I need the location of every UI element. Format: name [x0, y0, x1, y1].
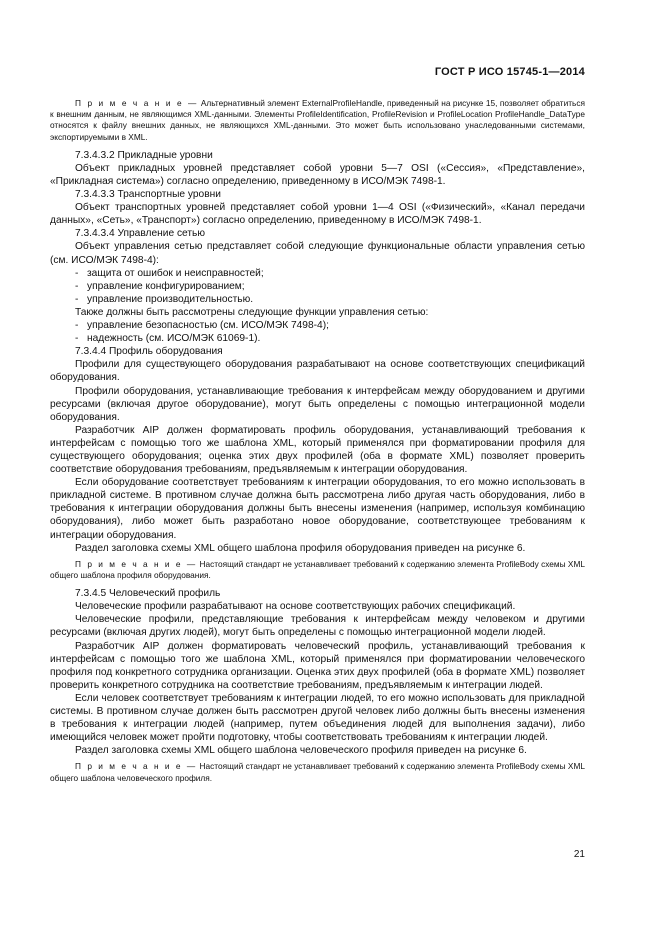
note-2	[50, 559, 585, 581]
list-item: - защита от ошибок и неисправностей;	[75, 267, 264, 279]
note-text: Настоящий стандарт не устанавливает требований к содержанию элемента ProfileBody схемы XML общего шаблона человеческого профиля.	[50, 761, 585, 783]
section-heading: 7.3.4.3.4 Управление сетью	[75, 228, 205, 240]
note-label: П р и м е ч а н и е —	[75, 558, 198, 569]
list-item: - управление безопасностью (см. ИСО/МЭК 7498-4);	[75, 320, 329, 332]
section-heading: 7.3.4.3.3 Транспортные уровни	[75, 189, 221, 201]
note-label: П р и м е ч а н и е —	[75, 98, 199, 108]
list-item: - управление производительностью.	[75, 293, 254, 305]
note-text: Настоящий стандарт не устанавливает требований к содержанию элемента ProfileBody схемы XML общего шаблона профиля оборудования.	[50, 558, 585, 580]
document-header: ГОСТ Р ИСО 15745-1—2014	[434, 66, 585, 78]
paragraph: Человеческие профили разрабатывают на основе соответствующих рабочих спецификаций.	[75, 601, 516, 613]
section-heading: 7.3.4.3.2 Прикладные уровни	[75, 149, 213, 161]
paragraph: Профили оборудования, устанавливающие требования к интерфейсам между оборудованием и другими ресурсами (включая другое оборудование), могут быть определены с помощью интеграционной модели оборудования.	[50, 385, 585, 423]
list-item: - управление конфигурированием;	[75, 280, 245, 292]
paragraph: Разработчик AIP должен форматировать профиль оборудования, устанавливающий требования к интерфейсам с помощью того же шаблона XML, который применялся при форматировании профиля для существующего оборудования; оценка этих двух профилей (оба в формате XML) позволяет проверить соответствие оборудования требованиям, предъявляемым к интеграции оборудования.	[50, 424, 585, 476]
note-label: П р и м е ч а н и е —	[75, 761, 198, 772]
section-heading: 7.3.4.4 Профиль оборудования	[75, 346, 223, 358]
paragraph: Раздел заголовка схемы XML общего шаблона человеческого профиля приведен на рисунке 6.	[75, 745, 527, 757]
paragraph: Если человек соответствует требованиям к интеграции людей, то его можно использовать для прикладной системы. В противном случае должен быть рассмотрен другой человек либо должны быть внесены изменения в требования к интеграции людей (например, путем объединения людей для выполнения задачи), либо имеющийся человек может пройти подготовку, чтобы соответствовать требованиям к интеграции людей.	[50, 692, 585, 744]
page-number: 21	[573, 849, 585, 860]
paragraph: Раздел заголовка схемы XML общего шаблона профиля оборудования приведен на рисунке 6.	[75, 542, 526, 554]
note-1	[50, 98, 585, 143]
paragraph: Профили для существующего оборудования разрабатывают на основе соответствующих спецификаций оборудования.	[50, 359, 585, 384]
page-body	[50, 94, 585, 790]
paragraph: Объект транспортных уровней представляет собой уровни 1—4 OSI («Физический», «Канал передачи данных», «Сеть», «Транспорт») согласно определению, приведенному в ИСО/МЭК 7498-1.	[50, 202, 585, 227]
section-heading: 7.3.4.5 Человеческий профиль	[75, 588, 221, 600]
list-item: - надежность (см. ИСО/МЭК 61069-1).	[75, 333, 261, 345]
paragraph: Если оборудование соответствует требованиям к интеграции оборудования, то его можно использовать в прикладной системе. В противном случае должна быть рассмотрена либо другая часть оборудования, либо в требования к интеграции оборудования должны быть внесены изменения (например, используя комбинацию оборудования), либо может быть разработано новое оборудование, соответствующее требованиям к интеграции оборудования.	[50, 477, 585, 541]
paragraph: Также должны быть рассмотрены следующие функции управления сетью:	[75, 306, 429, 318]
paragraph: Объект прикладных уровней представляет собой уровни 5—7 OSI («Сессия», «Представление», «Прикладная система») согласно определению, приведенному в ИСО/МЭК 7498-1.	[50, 162, 585, 187]
paragraph: Объект управления сетью представляет собой следующие функциональные области управления сетью (см. ИСО/МЭК 7498-4):	[50, 241, 585, 266]
paragraph: Разработчик AIP должен форматировать человеческий профиль, устанавливающий требования к интерфейсам с помощью того же шаблона XML, который применялся при форматировании человеческого профиля под конкретного сотрудника организации. Оценка этих двух профилей (оба в формате XML) позволяет проверить конкретного сотрудника на соответствие требованиям, предъявляемым к интеграции людей.	[50, 640, 585, 691]
paragraph: Человеческие профили, представляющие требования к интерфейсам между человеком и другими ресурсами (включая других людей), могут быть определены с помощью интеграционной модели людей.	[50, 614, 585, 639]
note-3	[50, 761, 585, 783]
note-text: Альтернативный элемент ExternalProfileHandle, приведенный на рисунке 15, позволяет обратиться к внешним данным, не являющимся XML-данными. Элементы ProfileIdentification, ProfileRevision и ProfileLocation ProfileHandle_DataType относятся к файлу внешних данных, не являющихся XML-данными. Это может быть использовано унаследованными системами, экспортируемыми в XML.	[50, 98, 585, 142]
